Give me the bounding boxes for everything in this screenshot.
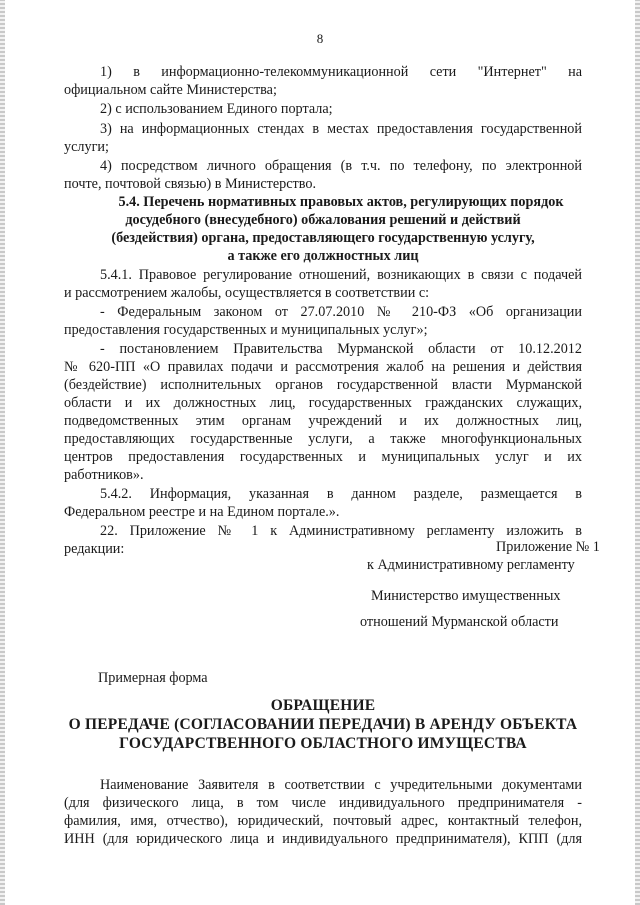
text-line: 2) с использованием Единого портала;	[100, 101, 333, 117]
text-line: 1) в информационно-телекоммуникационной сети "Интернет" на	[100, 64, 582, 80]
scan-edge-left	[0, 0, 5, 905]
text-line: 3) на информационных стендах в местах предоставления государственной	[100, 121, 582, 137]
text-line: предоставления государственных и муниципальных услуг»;	[64, 322, 428, 338]
text-line: области и их должностных лиц, государственных гражданских служащих,	[64, 395, 582, 411]
text-line: центров предоставления государственных и муниципальных услуг и их	[64, 449, 582, 465]
text-line: - постановлением Правительства Мурманской области от 10.12.2012	[100, 341, 582, 357]
ministry-name: Министерство имущественных	[371, 588, 561, 604]
form-title: ОБРАЩЕНИЕ	[270, 697, 376, 714]
text-line: почте, почтовой связью) в Министерство.	[64, 176, 316, 192]
page-number: 8	[316, 31, 324, 46]
form-label: Примерная форма	[98, 670, 208, 686]
form-title: ГОСУДАРСТВЕННОГО ОБЛАСТНОГО ИМУЩЕСТВА	[119, 735, 527, 752]
scan-edge-right	[635, 0, 640, 905]
form-title: О ПЕРЕДАЧЕ (СОГЛАСОВАНИИ ПЕРЕДАЧИ) В АРЕНДУ ОБЪЕКТА	[68, 716, 578, 733]
appendix-number: Приложение № 1	[496, 539, 600, 555]
section-heading: досудебного (внесудебного) обжалования решений и действий	[125, 212, 521, 228]
section-heading: 5.4. Перечень нормативных правовых актов, регулирующих порядок	[118, 194, 564, 210]
text-line: предоставляющих государственные услуги, а также многофункциональных	[64, 431, 582, 447]
text-line: и рассмотрением жалобы, осуществляется в соответствии с:	[64, 285, 430, 301]
text-line: ИНН (для юридического лица и индивидуального предпринимателя), КПП (для	[64, 831, 582, 847]
text-line: Наименование Заявителя в соответствии с учредительными документами	[100, 777, 582, 793]
text-line: № 620-ПП «О правилах подачи и рассмотрения жалоб на решения и действия	[64, 359, 582, 375]
text-line: официальном сайте Министерства;	[64, 82, 277, 98]
section-heading: а также его должностных лиц	[227, 248, 419, 264]
text-line: 5.4.2. Информация, указанная в данном разделе, размещается в	[100, 486, 582, 502]
text-line: Федеральном реестре и на Едином портале.».	[64, 504, 340, 520]
text-line: 4) посредством личного обращения (в т.ч. по телефону, по электронной	[100, 158, 582, 174]
appendix-reference: к Административному регламенту	[367, 557, 575, 573]
text-line: 22. Приложение № 1 к Административному регламенту изложить в	[100, 523, 582, 539]
text-line: фамилия, имя, отчество), юридический, почтовый адрес, контактный телефон,	[64, 813, 582, 829]
text-line: подведомственных этим органам учреждений и их должностных лиц,	[64, 413, 582, 429]
text-line: (для физического лица, в том числе индивидуального предпринимателя -	[64, 795, 582, 811]
text-line: работников».	[64, 467, 144, 483]
section-heading: (бездействия) органа, предоставляющего государственную услугу,	[111, 230, 535, 246]
ministry-name: отношений Мурманской области	[360, 614, 559, 630]
text-line: (бездействие) исполнительных органов государственной власти Мурманской	[64, 377, 582, 393]
text-line: услуги;	[64, 139, 109, 155]
text-line: 5.4.1. Правовое регулирование отношений, возникающих в связи с подачей	[100, 267, 582, 283]
text-line: редакции:	[64, 541, 125, 557]
text-line: - Федеральным законом от 27.07.2010 № 210-ФЗ «Об организации	[100, 304, 582, 320]
